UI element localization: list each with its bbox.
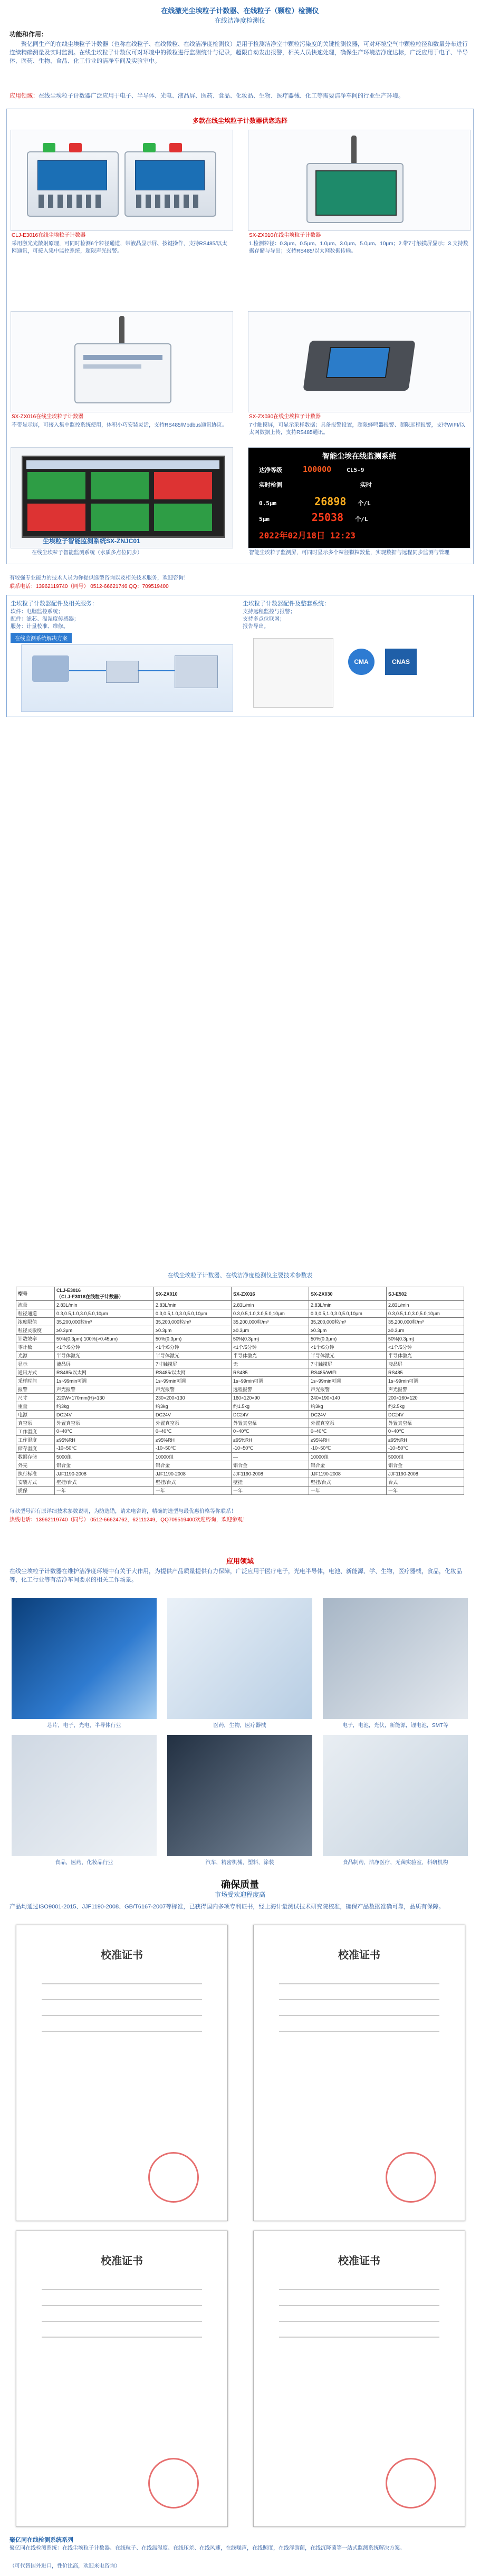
table-row	[16, 1444, 464, 1453]
table-row	[16, 1377, 464, 1385]
table-cell: —	[232, 1453, 309, 1461]
table-cell: 一年	[309, 1487, 386, 1495]
models-title: 多款在线尘埃粒子计数器供您选择	[192, 117, 287, 124]
sampling-probe-icon	[119, 316, 124, 345]
table-cell: 壁挂/台式	[54, 1478, 153, 1487]
model-3-desc: 不带显示屏，可接入集中监控系统使用，体积小巧安装灵活，支持RS485/Modbus通讯协议。	[12, 422, 227, 428]
device-2-keypad	[136, 195, 202, 208]
table-row	[16, 1368, 464, 1377]
red-seal-icon	[386, 2152, 436, 2203]
system-right-item: 报告导出。	[243, 624, 269, 630]
table-cell: 壁挂/台式	[309, 1478, 386, 1487]
model-2-image	[248, 130, 471, 231]
table-footnote: 每款型号都有原详细技术参数说明，为防选错，请来电咨询，精确的选型与最优惠价格等你联系！	[9, 1509, 236, 1514]
table-cell: <1个/5分钟	[54, 1343, 153, 1352]
table-row-label: 安装方式	[16, 1478, 55, 1487]
table-cell: 液晶屏	[54, 1360, 153, 1368]
table-cell: RS485	[386, 1368, 464, 1377]
table-cell: <1个/5分钟	[154, 1343, 232, 1352]
contact-line-2: 联系电话：13962119740（同号） 0512-66621746 QQ：709519400	[9, 584, 169, 590]
monitor-title-bar	[26, 460, 219, 469]
system-right-title: 尘埃粒子计数器配件及整套系统：	[243, 601, 330, 607]
contact-line-1: 有较强专业能力的技术人员为你提供选型咨询以及相关技术服务，欢迎咨询！	[9, 575, 189, 581]
device-2-screen	[135, 160, 205, 190]
footer-title: 聚亿同在线检测系统系列	[9, 2537, 73, 2543]
table-header-cell: 型号	[16, 1287, 55, 1301]
table-row	[16, 1461, 464, 1470]
table-cell: 约3kg	[309, 1402, 386, 1411]
table-cell: 远程报警	[232, 1385, 309, 1394]
table-cell: 35,200,000粒/m³	[154, 1318, 232, 1326]
system-left-title: 尘埃粒子计数器配件及相关服务：	[11, 601, 98, 607]
table-cell: 声光报警	[54, 1385, 153, 1394]
table-row-label: 执行标准	[16, 1470, 55, 1478]
application-caption: 医药，生物，医疗器械	[213, 1723, 266, 1729]
table-cell: 1s~99min可调	[154, 1377, 232, 1385]
table-cell: 一年	[154, 1487, 232, 1495]
table-row	[16, 1309, 464, 1318]
green-alarm-light-icon	[43, 143, 55, 152]
monitoring-system-image	[11, 447, 233, 548]
table-cell: 0~40℃	[309, 1427, 386, 1436]
table-cell: 200×160×120	[386, 1394, 464, 1402]
table-cell: 半导体激光	[54, 1352, 153, 1360]
applications-body: 在线尘埃粒子计数器在维护洁净度环境中有关于大作用，为提供产品质量提供有力保障，广泛应用于医疗电子，光电半导体，电池、新能源、学、生物，医疗器械，食品，化妆品等，化工行业等有洁净车间要求的相关工作场景。	[9, 1568, 462, 1583]
monitor-screen-label: 尘埃粒子智能监测系统SX-ZNJC01	[43, 537, 140, 545]
red-alarm-light-icon	[169, 143, 182, 152]
model-3-name: SX-ZX016在线尘埃粒子计数器	[12, 414, 84, 420]
table-row-label: 电源	[16, 1411, 55, 1419]
table-cell: 声光报警	[386, 1385, 464, 1394]
table-cell: 0.3,0.5,1.0,3.0,5.0,10μm	[154, 1309, 232, 1318]
application-photo-cleanroom	[323, 1735, 468, 1856]
table-cell: RS485/WIFI	[309, 1368, 386, 1377]
application-caption: 芯片，电子，光电，半导体行业	[47, 1723, 121, 1729]
red-seal-icon	[386, 2458, 436, 2509]
table-cell: 约3kg	[154, 1402, 232, 1411]
model-2-desc: 1.检测粒径：0.3μm、0.5μm、1.0μm、3.0μm、5.0μm、10μm；2.带7寸触摸屏显示；3.支持数据存储与导出；支持RS485/以太网数据传输。	[249, 241, 468, 254]
connector-line	[138, 670, 175, 671]
table-row-label: 报警	[16, 1385, 55, 1394]
table-cell: 160×120×90	[232, 1394, 309, 1402]
table-cell: 半导体激光	[386, 1352, 464, 1360]
monitor-tile	[27, 472, 85, 499]
table-cell: RS485/以太网	[154, 1368, 232, 1377]
table-row-label: 储存温度	[16, 1444, 55, 1453]
table-cell: 液晶屏	[386, 1360, 464, 1368]
monitor-tile	[91, 472, 149, 499]
table-cell: 2.83L/min	[154, 1301, 232, 1309]
system-right-item: 支持远程监控与报警；	[243, 609, 295, 615]
table-row-label: 显示	[16, 1360, 55, 1368]
table-cell: DC24V	[309, 1411, 386, 1419]
table-cell: DC24V	[386, 1411, 464, 1419]
device-2-body	[124, 151, 216, 217]
certificate-4: 校准证书	[253, 2231, 465, 2527]
table-cell: 0.3,0.5,1.0,3.0,5.0,10μm	[386, 1309, 464, 1318]
table-header-cell: SX-ZX016	[232, 1287, 309, 1301]
table-cell: 7寸触摸屏	[154, 1360, 232, 1368]
table-row	[16, 1394, 464, 1402]
table-cell: JJF1190-2008	[386, 1470, 464, 1478]
table-cell: 0~40℃	[232, 1427, 309, 1436]
table-cell: 2.83L/min	[386, 1301, 464, 1309]
table-row-label: 粒径灵敏度	[16, 1326, 55, 1335]
table-cell: 铝合金	[309, 1461, 386, 1470]
table-cell: ≤95%RH	[309, 1436, 386, 1444]
table-cell: -10~50℃	[309, 1444, 386, 1453]
table-cell: 1s~99min可调	[232, 1377, 309, 1385]
table-cell: 约1.5kg	[232, 1402, 309, 1411]
model-1-desc: 采用激光光散射原理，可同时检测6个粒径通道，带液晶显示屏、按键操作，支持RS485/以太网通讯，可接入集中监控系统，超限声光报警。	[12, 241, 227, 254]
table-cell: JJF1190-2008	[54, 1470, 153, 1478]
red-seal-icon	[148, 2458, 199, 2509]
system-left-item: 配件：滤芯、温湿度传感器；	[11, 616, 79, 622]
table-cell: 铝合金	[232, 1461, 309, 1470]
system-right-item: 支持多点位联网；	[243, 616, 285, 622]
solution-link[interactable]: 在线监测系统解决方案	[11, 633, 72, 643]
connector-line	[69, 670, 106, 671]
device-body	[306, 163, 404, 223]
application-caption: 食品，医药，化妆品行业	[55, 1860, 113, 1866]
table-cell: 0~40℃	[386, 1427, 464, 1436]
table-cell: 35,200,000粒/m³	[309, 1318, 386, 1326]
page-subtitle: 在线洁净度检测仪	[214, 17, 265, 24]
table-cell: 50%(0.3μm)	[232, 1335, 309, 1343]
certificate-thumbnail	[253, 638, 333, 708]
table-row	[16, 1419, 464, 1427]
table-row-label: 流量	[16, 1301, 55, 1309]
table-cell: 35,200,000粒/m³	[386, 1318, 464, 1326]
table-row	[16, 1436, 464, 1444]
table-cell: ≤95%RH	[154, 1436, 232, 1444]
table-row	[16, 1326, 464, 1335]
table-cell: 2.83L/min	[309, 1301, 386, 1309]
table-cell: DC24V	[54, 1411, 153, 1419]
application-photo-electronics	[12, 1598, 157, 1719]
table-row-label: 通讯方式	[16, 1368, 55, 1377]
table-cell: ≥0.3μm	[386, 1326, 464, 1335]
table-cell: 10000组	[309, 1453, 386, 1461]
footer-contact: （可代替国外进口，性价比高，欢迎来电咨询）	[9, 2563, 120, 2569]
table-cell: 0.3,0.5,1.0,3.0,5.0,10μm	[54, 1309, 153, 1318]
device-icon	[175, 655, 218, 688]
table-cell: 230×200×130	[154, 1394, 232, 1402]
model-4-desc: 7寸触摸屏，可显示采样数据；具备报警设置，超限蜂鸣器报警、超限远程报警，支持WIFI/以太网数据上传，支持RS485通讯。	[249, 422, 465, 436]
table-cell: 铝合金	[386, 1461, 464, 1470]
table-cell: 220W×170mm(H)×130	[54, 1394, 153, 1402]
table-cell: 50%(0.3μm)	[386, 1335, 464, 1343]
table-cell: 外置真空泵	[54, 1419, 153, 1427]
table-row-label: 真空泵	[16, 1419, 55, 1427]
table-row-label: 数据存储	[16, 1453, 55, 1461]
table-cell: 无	[232, 1360, 309, 1368]
table-cell: DC24V	[154, 1411, 232, 1419]
device-label-strip	[83, 355, 162, 360]
monitoring-caption: 在线尘埃粒子智能监测系统（水质多点位同步）	[32, 550, 142, 556]
cnas-badge-icon: CNAS	[385, 649, 417, 675]
monitor-tile	[154, 504, 212, 531]
table-row	[16, 1411, 464, 1419]
table-header-cell: SX-ZX010	[154, 1287, 232, 1301]
cma-badge-icon: CMA	[348, 649, 375, 675]
model-3-image	[11, 311, 233, 412]
table-cell: 1s~99min可调	[309, 1377, 386, 1385]
table-row-label: 粒径通道	[16, 1309, 55, 1318]
table-cell: 1s~99min可调	[54, 1377, 153, 1385]
monitor-tile	[91, 504, 149, 531]
sampling-probe-icon	[351, 136, 357, 165]
applications-title: 应用领域	[226, 1557, 254, 1565]
table-cell: ≤95%RH	[232, 1436, 309, 1444]
table-cell: 35,200,000粒/m³	[232, 1318, 309, 1326]
table-row	[16, 1352, 464, 1360]
table-row	[16, 1470, 464, 1478]
table-row	[16, 1301, 464, 1309]
table-cell: <1个/5分钟	[232, 1343, 309, 1352]
table-cell: 5000组	[54, 1453, 153, 1461]
table-row-label: 计数效率	[16, 1335, 55, 1343]
table-row	[16, 1335, 464, 1343]
application-photo-machinery	[167, 1735, 312, 1856]
table-cell: 约2.5kg	[386, 1402, 464, 1411]
table-cell: <1个/5分钟	[309, 1343, 386, 1352]
table-cell: ≥0.3μm	[232, 1326, 309, 1335]
table-cell: 半导体激光	[232, 1352, 309, 1360]
system-left-item: 软件：电脑监控系统；	[11, 609, 63, 615]
quality-subtitle: 市场受欢迎程度高	[214, 1891, 265, 1898]
led-datetime: 2022年02月18日 12:23	[259, 529, 459, 543]
table-cell: 2.83L/min	[232, 1301, 309, 1309]
application-photo-food	[12, 1735, 157, 1856]
spec-table	[16, 1287, 464, 1495]
table-cell: 壁挂	[232, 1478, 309, 1487]
table-cell: 一年	[232, 1487, 309, 1495]
certificate-3: 校准证书	[16, 2231, 228, 2527]
table-footnote-2: 热线电话：13962119740（同号） 0512-66624762，62111249，QQ709519400欢迎咨询，欢迎参观！	[9, 1517, 248, 1523]
monitor-tile	[154, 472, 212, 499]
device-1-screen	[37, 160, 107, 190]
function-heading: 功能和作用：	[9, 31, 48, 38]
table-row-label: 尺寸	[16, 1394, 55, 1402]
application-body: 在线尘埃粒子计数器广泛应用于电子、半导体、光电、液晶屏、医药、食品、化妆品、生物、医疗器械、化工等需要洁净车间的行业生产环境。	[39, 93, 404, 99]
application-line	[9, 92, 471, 100]
table-row	[16, 1360, 464, 1368]
table-row-label: 外壳	[16, 1461, 55, 1470]
footer-body: 聚亿同在线检测系统：在线尘埃粒子计数器、在线粒子、在线温湿度、在线压差、在线风速，在线噪声，在线照度，在线浮游菌，在线沉降菌等一站式监测系统解决方案。	[9, 2545, 405, 2551]
model-4-name: SX-ZX030在线尘埃粒子计数器	[249, 414, 321, 420]
table-cell: ≥0.3μm	[309, 1326, 386, 1335]
quality-title: 确保质量	[221, 1879, 259, 1890]
table-cell: ≥0.3μm	[54, 1326, 153, 1335]
table-row	[16, 1343, 464, 1352]
application-photo-industry	[323, 1598, 468, 1719]
function-body: 聚亿同生产的在线尘埃粒子计数器（也称在线粒子、在线微粒、在线洁净度检测仪）是用于检测洁净室中颗粒污染度的关键检测仪器，可对环境空气中颗粒粒径和数量分布进行连续精确测量及实时监测。在线尘埃粒子计数仪可对环境中的微粒进行监测统计与记录，超限自动发出报警，相关人员快速处理，确保生产环境洁净度达标，广泛应用于电子、半导体、医药、生物、食品、化工行业的洁净车间及实验室中。	[9, 41, 468, 64]
table-cell: DC24V	[232, 1411, 309, 1419]
application-caption: 汽车，精密机械，塑料，涂装	[205, 1860, 274, 1866]
device-touchscreen	[326, 347, 390, 378]
table-row	[16, 1478, 464, 1487]
device-label-strip	[83, 364, 141, 369]
application-photo-pharma	[167, 1598, 312, 1719]
table-cell: 半导体激光	[154, 1352, 232, 1360]
device-body	[303, 341, 415, 391]
table-header-row	[16, 1287, 464, 1301]
table-cell: 一年	[54, 1487, 153, 1495]
table-row-label: 光源	[16, 1352, 55, 1360]
table-cell: 0~40℃	[154, 1427, 232, 1436]
table-cell: 外置真空泵	[232, 1419, 309, 1427]
table-row	[16, 1487, 464, 1495]
table-cell: 0.3,0.5,1.0,3.0,5.0,10μm	[309, 1309, 386, 1318]
red-seal-icon	[148, 2152, 199, 2203]
system-diagram-image	[21, 644, 233, 712]
table-cell: 50%(0.3μm)	[154, 1335, 232, 1343]
table-cell: 1s~99min可调	[386, 1377, 464, 1385]
table-cell: 声光报警	[309, 1385, 386, 1394]
table-cell: 10000组	[154, 1453, 232, 1461]
table-cell: 声光报警	[154, 1385, 232, 1394]
table-row-label: 浓度限值	[16, 1318, 55, 1326]
table-cell: 外置真空泵	[154, 1419, 232, 1427]
table-cell: -10~50℃	[54, 1444, 153, 1453]
table-cell: 外置真空泵	[309, 1419, 386, 1427]
application-prefix: 应用领域：	[9, 93, 39, 99]
model-4-image	[248, 311, 471, 412]
led-row: 实时检测 实时	[259, 480, 459, 494]
table-cell: 50%(0.3μm) 100%(>0.45μm)	[54, 1335, 153, 1343]
table-cell: ≤95%RH	[54, 1436, 153, 1444]
table-cell: JJF1190-2008	[309, 1470, 386, 1478]
table-cell: 0.3,0.5,1.0,3.0,5.0,10μm	[232, 1309, 309, 1318]
table-cell: 240×190×140	[309, 1394, 386, 1402]
table-cell: 2.83L/min	[54, 1301, 153, 1309]
table-cell: 50%(0.3μm)	[309, 1335, 386, 1343]
table-cell: 壁挂/台式	[154, 1478, 232, 1487]
table-row-label: 工作湿度	[16, 1436, 55, 1444]
led-caption: 智能尘埃粒子监测屏，可同时显示多个粒径颗粒数量，实现数据与远程同步监测与管理	[249, 550, 449, 556]
quality-body: 产品均通过ISO9001-2015、JJF1190-2008、GB/T6167-2007等标准，已获得国内多项专利证书，经上海计量测试技术研究院校准，确保产品数据准确可靠，品质有保障。	[9, 1904, 445, 1910]
table-header-cell: SJ-E502	[386, 1287, 464, 1301]
table-cell: 7寸触摸屏	[309, 1360, 386, 1368]
page-title: 在线激光尘埃粒子计数器、在线粒子（颗粒）检测仪	[161, 7, 319, 15]
table-cell: RS485/以太网	[54, 1368, 153, 1377]
led-row: 0.5μm 26898 个/L	[259, 495, 459, 509]
device-body	[74, 343, 171, 403]
application-caption: 食品制药，洁净医疗，无菌实验室，科研机构	[342, 1860, 448, 1866]
model-2-name: SX-ZX010在线尘埃粒子计数器	[249, 233, 321, 238]
table-header-cell: CLJ-E3016 （CLJ-E3016在线粒子计数器）	[54, 1287, 153, 1301]
red-alarm-light-icon	[69, 143, 82, 152]
table-row-label: 零计数	[16, 1343, 55, 1352]
table-cell: 5000组	[386, 1453, 464, 1461]
device-1-keypad	[39, 195, 104, 208]
table-cell: JJF1190-2008	[232, 1470, 309, 1478]
table-row	[16, 1402, 464, 1411]
table-row	[16, 1453, 464, 1461]
computer-icon	[32, 655, 69, 682]
table-cell: 约3kg	[54, 1402, 153, 1411]
table-cell: RS485	[232, 1368, 309, 1377]
table-cell: -10~50℃	[232, 1444, 309, 1453]
table-cell: 铝合金	[54, 1461, 153, 1470]
monitor-tile	[27, 504, 85, 531]
application-caption: 电子，电池，光伏，新能源，锂电池，SMT等	[342, 1723, 449, 1729]
table-cell: -10~50℃	[386, 1444, 464, 1453]
led-title: 智能尘埃在线监测系统	[322, 452, 396, 460]
table-cell: 铝合金	[154, 1461, 232, 1470]
table-cell: 台式	[386, 1478, 464, 1487]
model-1-name: CLJ-E3016在线尘埃粒子计数器	[12, 233, 86, 238]
device-1-body	[27, 151, 119, 217]
system-left-item: 服务：计量校准、维修。	[11, 624, 69, 630]
table-cell: -10~50℃	[154, 1444, 232, 1453]
certificate-1: 校准证书	[16, 1925, 228, 2221]
table-header-cell: SX-ZX030	[309, 1287, 386, 1301]
led-row: 达净等级 100000 CL5-9	[259, 465, 459, 478]
device-icon	[106, 661, 139, 683]
model-1-image	[11, 130, 233, 231]
table-cell: <1个/5分钟	[386, 1343, 464, 1352]
table-row	[16, 1318, 464, 1326]
monitor-frame	[22, 456, 225, 538]
table-title: 在线尘埃粒子计数器、在线洁净度检测仪主要技术参数表	[167, 1272, 313, 1279]
table-cell: JJF1190-2008	[154, 1470, 232, 1478]
table-cell: 35,200,000粒/m³	[54, 1318, 153, 1326]
device-touchscreen	[315, 170, 397, 216]
table-cell: ≥0.3μm	[154, 1326, 232, 1335]
table-row-label: 采样时间	[16, 1377, 55, 1385]
table-cell: 半导体激光	[309, 1352, 386, 1360]
table-cell: 0~40℃	[54, 1427, 153, 1436]
table-row-label: 质保	[16, 1487, 55, 1495]
table-row	[16, 1385, 464, 1394]
table-cell: 外置真空泵	[386, 1419, 464, 1427]
led-row: 5μm 25038 个/L	[259, 511, 459, 525]
table-cell: 一年	[386, 1487, 464, 1495]
table-row-label: 重量	[16, 1402, 55, 1411]
led-display-image	[248, 447, 471, 548]
table-cell: ≤95%RH	[386, 1436, 464, 1444]
green-alarm-light-icon	[143, 143, 156, 152]
table-row	[16, 1427, 464, 1436]
table-row-label: 工作温度	[16, 1427, 55, 1436]
certificate-2: 校准证书	[253, 1925, 465, 2221]
